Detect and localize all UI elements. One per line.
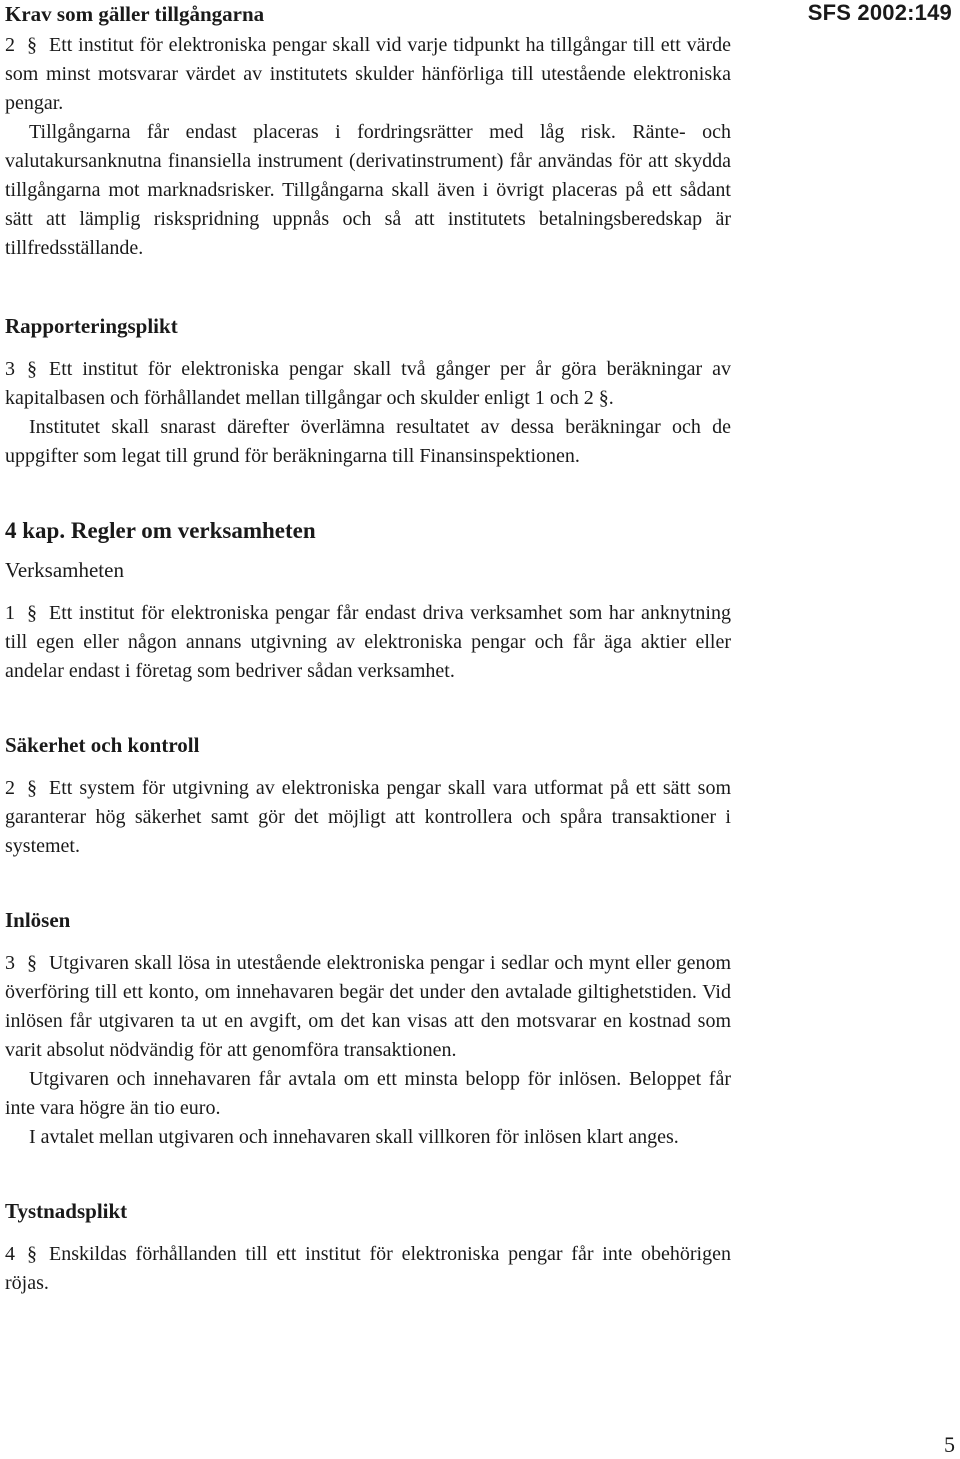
document-column [5, 0, 731, 1298]
section-title-secrecy: Tystnadsplikt [5, 1199, 128, 1223]
activity-paragraph-1 [5, 599, 731, 686]
paragraph-text: Ett institut för elektroniska pengar får endast driva verksamhet som har anknytning till egen eller någon annans utgivning av elektroniska pengar och får äga aktier eller andelar endast i företag som bedriver sådan verksamhet. [5, 602, 731, 682]
section-sign: § [27, 952, 37, 974]
section-sign: § [27, 358, 37, 380]
reporting-paragraph-1 [5, 355, 731, 413]
section-sign: § [27, 602, 37, 624]
section-title-redemption: Inlösen [5, 908, 71, 932]
section-title-assets: Krav som gäller tillgångarna [5, 2, 265, 26]
paragraph-number: 4 [5, 1243, 15, 1265]
section-sign: § [27, 1243, 37, 1265]
reporting-paragraph-2: Institutet skall snarast därefter överlämna resultatet av dessa beräkningar och de uppgifter som legat till grund för beräkningarna till Finansinspektionen. [5, 416, 731, 467]
paragraph-number: 2 [5, 34, 15, 56]
security-paragraph-1 [5, 774, 731, 861]
paragraph-text: Enskildas förhållanden till ett institut för elektroniska pengar får inte obehörigen röjas. [5, 1243, 731, 1294]
section-sign: § [27, 777, 37, 799]
chapter-title: 4 kap. Regler om verksamheten [5, 518, 316, 543]
paragraph-text: Ett institut för elektroniska pengar skall vid varje tidpunkt ha tillgångar till ett värde som minst motsvarar värdet av institutets skulder hänförliga till utestående elektroniska pengar. [5, 34, 731, 114]
redemption-paragraph-2: Utgivaren och innehavaren får avtala om ett minsta belopp för inlösen. Beloppet får inte vara högre än tio euro. [5, 1068, 731, 1119]
section-title-reporting: Rapporteringsplikt [5, 314, 178, 338]
paragraph-text: Ett institut för elektroniska pengar skall två gånger per år göra beräkningar av kapitalbasen och förhållandet mellan tillgångar och skulder enligt 1 och 2 §. [5, 358, 731, 409]
paragraph-text: Ett system för utgivning av elektroniska pengar skall vara utformat på ett sätt som garanterar hög säkerhet samt gör det möjligt att kontrollera och spåra transaktioner i systemet. [5, 777, 731, 857]
redemption-paragraph-1 [5, 949, 731, 1065]
redemption-paragraph-3: I avtalet mellan utgivaren och innehavaren skall villkoren för inlösen klart anges. [29, 1126, 679, 1148]
paragraph-number: 1 [5, 602, 15, 624]
section-title-security: Säkerhet och kontroll [5, 733, 200, 757]
page-number: 5 [944, 1432, 955, 1457]
assets-paragraph-2: Tillgångarna får endast placeras i fordringsrätter med låg risk. Ränte- och valutakursanknutna finansiella instrument (derivatinstrument) får användas för att skydda tillgångarna mot marknadsrisker. Tillgångarna skall även i övrigt placeras på ett sådant sätt att lämplig riskspridning uppnås och så att institutets betalningsberedskap är tillfredsställande. [5, 121, 731, 259]
paragraph-number: 3 [5, 358, 15, 380]
chapter-subtitle: Verksamheten [5, 558, 124, 582]
paragraph-text: Utgivaren skall lösa in utestående elektroniska pengar i sedlar och mynt eller genom överföring till ett konto, om innehavaren begär det under den avtalade giltighetstiden. Vid inlösen får utgivaren ta ut en avgift, om det kan visas att den motsvarar en kostnad som varit absolut nödvändig för att genomföra transaktionen. [5, 952, 731, 1061]
paragraph-number: 3 [5, 952, 15, 974]
assets-paragraph-1 [5, 31, 731, 118]
secrecy-paragraph-1 [5, 1240, 731, 1298]
paragraph-number: 2 [5, 777, 15, 799]
sfs-number: SFS 2002:149 [807, 0, 952, 25]
section-sign: § [27, 34, 37, 56]
